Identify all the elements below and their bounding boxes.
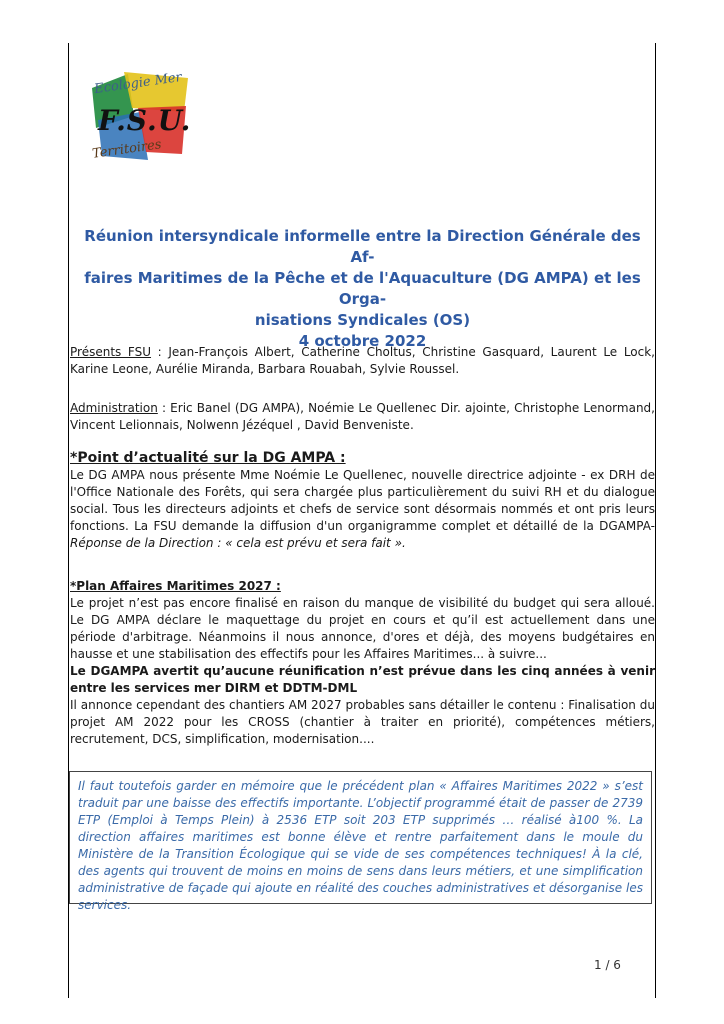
commentary-text: Il faut toutefois garder en mémoire que le précédent plan « Affaires Maritimes 2022 » s’est traduit par une baisse des effectifs importante. L’objectif programmé était de passer de 2739 ETP (Emploi à Temps Plein) à 2536 ETP soit 203 ETP supprimés … réalisé à100 %. La direction affaires maritimes est bonne élève et rentre parfaitement dans le moule du Ministère de la Transition Écologique qui se vide de ses compétences techniques! À la clé, des agents qui trouvent de moins en moins de sens dans leurs métiers, et une simplification administrative de façade qui ajoute en réalité des couches administratives et désorganise les services.: [78, 779, 643, 912]
document-title: [75, 226, 650, 352]
section2-bold: Le DGAMPA avertit qu’aucune réunification n’est prévue dans les cinq années à venir entre les services mer DIRM et DDTM-DML: [70, 664, 655, 695]
administration-paragraph: [70, 400, 655, 434]
section2-para2: Il annonce cependant des chantiers AM 2027 probables sans détailler le contenu : Finalisation du projet AM 2022 pour les CROSS (chantier à traiter en priorité), compétences métiers, recrutement, DCS, simplification, modernisation....: [70, 698, 655, 746]
logo-top-text: Ecologie Mer: [93, 69, 183, 98]
presents-label: Présents FSU: [70, 345, 152, 359]
right-margin-line: [655, 43, 656, 998]
logo-main-text: F.S.U.: [98, 104, 192, 137]
title-line-3: nisations Syndicales (OS): [254, 311, 471, 329]
section-dg-ampa: [70, 450, 655, 552]
title-date: 4 octobre 2022: [298, 332, 427, 350]
fsu-logo: [88, 68, 192, 164]
presents-paragraph: [70, 344, 655, 378]
administration-label: Administration: [70, 401, 158, 415]
section1-body: [70, 467, 655, 552]
title-line-1: Réunion intersyndicale informelle entre la Direction Générale des Af-: [84, 227, 641, 266]
section2-para1: Le projet n’est pas encore finalisé en raison du manque de visibilité du budget qui sera alloué. Le DG AMPA déclare le maquettage du projet en cours et qu’il est actuellement dans une période d'arbitrage. Néanmoins il nous annonce, d'ores et déjà, des moyens budgétaires en hausse et une stabilisation des effectifs pour les Affaires Maritimes... à suivre...: [70, 596, 655, 661]
commentary-box: [69, 771, 652, 912]
section1-text: Le DG AMPA nous présente Mme Noémie Le Quellenec, nouvelle directrice adjointe - ex DRH de l'Office Nationale des Forêts, qui sera chargée plus particulièrement du suivi RH et du dialogue social. Tous les directeurs adjoints et chefs de service sont désormais nommés et ont pris leurs fonctions. La FSU demande la diffusion d'un organigramme complet et détaillé de la DGAMPA-: [70, 468, 655, 533]
logo-bottom-text: Territoires: [91, 137, 163, 162]
section1-heading: *Point d’actualité sur la DG AMPA :: [70, 450, 346, 466]
administration-text: : Eric Banel (DG AMPA), Noémie Le Quellenec Dir. ajointe, Christophe Lenormand, Vincent Lelionnais, Nolwenn Jézéquel , David Benveniste.: [70, 401, 655, 432]
section2-heading: *Plan Affaires Maritimes 2027 :: [70, 579, 281, 593]
page-number: 1 / 6: [594, 958, 621, 972]
title-line-2: faires Maritimes de la Pêche et de l'Aquaculture (DG AMPA) et les Orga-: [84, 269, 641, 308]
section1-italic: Réponse de la Direction : « cela est prévu et sera fait ».: [70, 536, 406, 550]
section-plan-am-2027: [70, 578, 655, 748]
presents-text: : Jean-François Albert, Catherine Choltus, Christine Gasquard, Laurent Le Lock, Karine Leone, Aurélie Miranda, Barbara Rouabah, Sylvie Roussel.: [70, 345, 655, 376]
